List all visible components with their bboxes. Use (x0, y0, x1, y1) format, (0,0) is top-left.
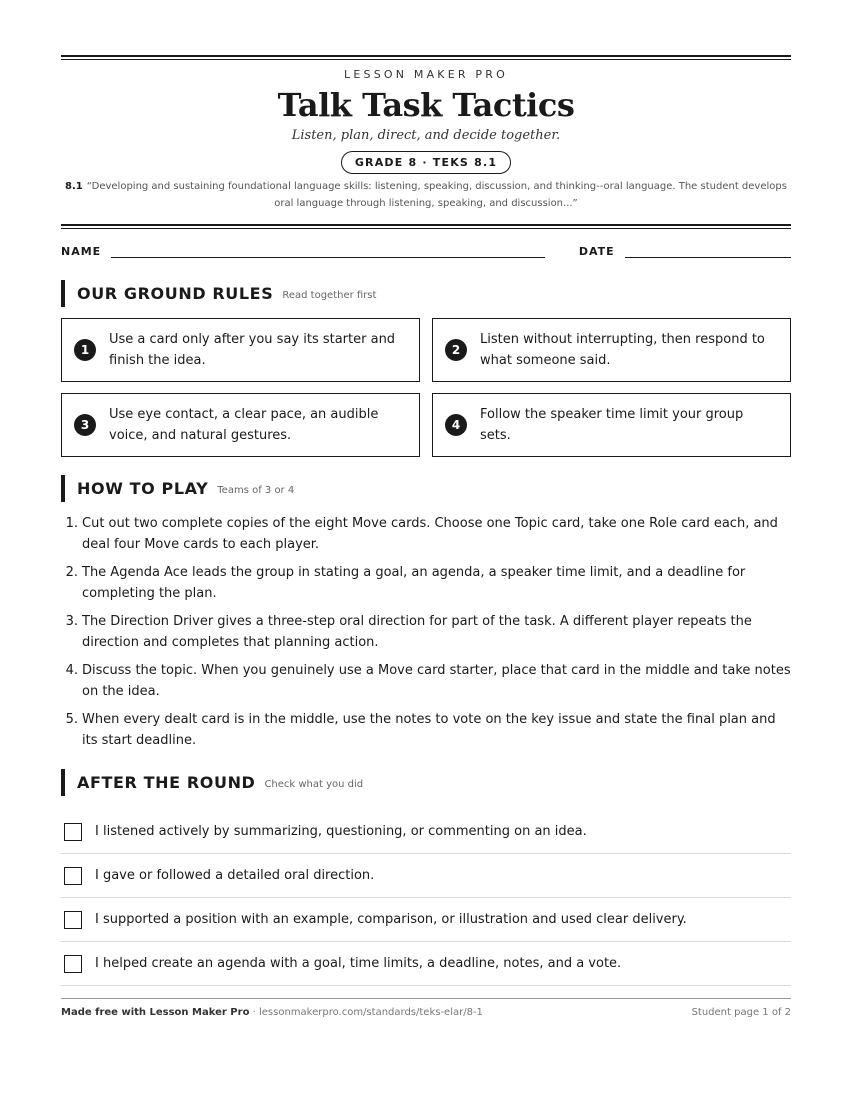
checkbox[interactable] (64, 823, 82, 841)
how-to-play-heading (61, 475, 791, 502)
ground-rules-grid (61, 318, 791, 457)
brand-label: LESSON MAKER PRO (344, 68, 508, 81)
checklist-item (61, 898, 791, 942)
list-item (61, 709, 791, 751)
worksheet-page (61, 55, 791, 986)
step-number: 3. (65, 614, 78, 629)
footer-credit (61, 1007, 483, 1018)
footer-made: Made free with Lesson Maker Pro (61, 1007, 250, 1018)
rule-card (432, 318, 791, 382)
list-item (61, 562, 791, 604)
rule-text: Use a card only after you say its starter and finish the idea. (109, 332, 396, 368)
name-date-row (61, 245, 791, 258)
name-label: NAME (61, 245, 102, 258)
how-to-play-steps (61, 513, 791, 751)
checklist-text: I helped create an agenda with a goal, time limits, a deadline, notes, and a vote. (95, 956, 622, 971)
checklist-text: I gave or followed a detailed oral direction. (95, 868, 375, 883)
rule-card (61, 318, 420, 382)
step-number: 4. (65, 663, 78, 678)
after-round-heading (61, 769, 791, 796)
checklist-text: I listened actively by summarizing, questioning, or commenting on an idea. (95, 824, 587, 839)
rule-number-badge: 3 (74, 414, 96, 436)
list-item (61, 611, 791, 653)
step-text: The Agenda Ace leads the group in stating a goal, an agenda, a speaker time limit, and a deadline for completing the plan. (82, 565, 746, 601)
badge-wrap (61, 151, 791, 174)
checklist-item (61, 942, 791, 986)
date-field[interactable] (625, 246, 791, 258)
checkbox[interactable] (64, 955, 82, 973)
checklist-item (61, 810, 791, 854)
footer-page-number: Student page 1 of 2 (691, 1007, 791, 1018)
list-item (61, 513, 791, 555)
page-title: Talk Task Tactics (277, 86, 575, 124)
footer-url[interactable]: · lessonmakerpro.com/standards/teks-elar/8-1 (249, 1007, 483, 1018)
step-text: Discuss the topic. When you genuinely use a Move card starter, place that card in the middle and take notes on the idea. (82, 663, 791, 699)
top-divider (61, 55, 791, 60)
grade-badge: GRADE 8 · TEKS 8.1 (341, 151, 511, 174)
standard-text: “Developing and sustaining foundational language skills: listening, speaking, discussion, and thinking--oral language. The student develops oral language through listening, speaking, and discussion...” (86, 181, 787, 209)
how-to-play-note: Teams of 3 or 4 (217, 484, 295, 496)
after-round-title: AFTER THE ROUND (77, 773, 256, 792)
name-field[interactable] (111, 246, 545, 258)
list-item (61, 660, 791, 702)
checklist-item (61, 854, 791, 898)
checkbox[interactable] (64, 911, 82, 929)
how-to-play-title: HOW TO PLAY (77, 479, 209, 498)
ground-rules-heading (61, 280, 791, 307)
date-label: DATE (578, 245, 615, 258)
after-round-note: Check what you did (264, 778, 364, 790)
step-number: 2. (65, 565, 78, 580)
header-divider (61, 224, 791, 229)
step-text: Cut out two complete copies of the eight Move cards. Choose one Topic card, take one Role card each, and deal four Move cards to each player. (82, 516, 778, 552)
step-number: 1. (65, 516, 78, 531)
rule-text: Listen without interrupting, then respond to what someone said. (480, 332, 765, 368)
rule-text: Follow the speaker time limit your group sets. (480, 407, 744, 443)
standard-code: 8.1 (65, 181, 83, 192)
rule-text: Use eye contact, a clear pace, an audible voice, and natural gestures. (109, 407, 379, 443)
ground-rules-title: OUR GROUND RULES (77, 284, 274, 303)
after-round-checklist (61, 810, 791, 986)
rule-card (61, 393, 420, 457)
page-footer (61, 998, 791, 1018)
ground-rules-note: Read together first (282, 289, 377, 301)
checkbox[interactable] (64, 867, 82, 885)
step-text: When every dealt card is in the middle, use the notes to vote on the key issue and state the final plan and its start deadline. (82, 712, 776, 748)
page-subtitle: Listen, plan, direct, and decide together. (291, 128, 561, 143)
rule-card (432, 393, 791, 457)
rule-number-badge: 4 (445, 414, 467, 436)
standard-description (61, 178, 791, 212)
rule-number-badge: 2 (445, 339, 467, 361)
rule-number-badge: 1 (74, 339, 96, 361)
step-number: 5. (65, 712, 78, 727)
checklist-text: I supported a position with an example, comparison, or illustration and used clear delivery. (95, 912, 687, 927)
step-text: The Direction Driver gives a three-step oral direction for part of the task. A different player repeats the direction and completes that planning action. (82, 614, 752, 650)
